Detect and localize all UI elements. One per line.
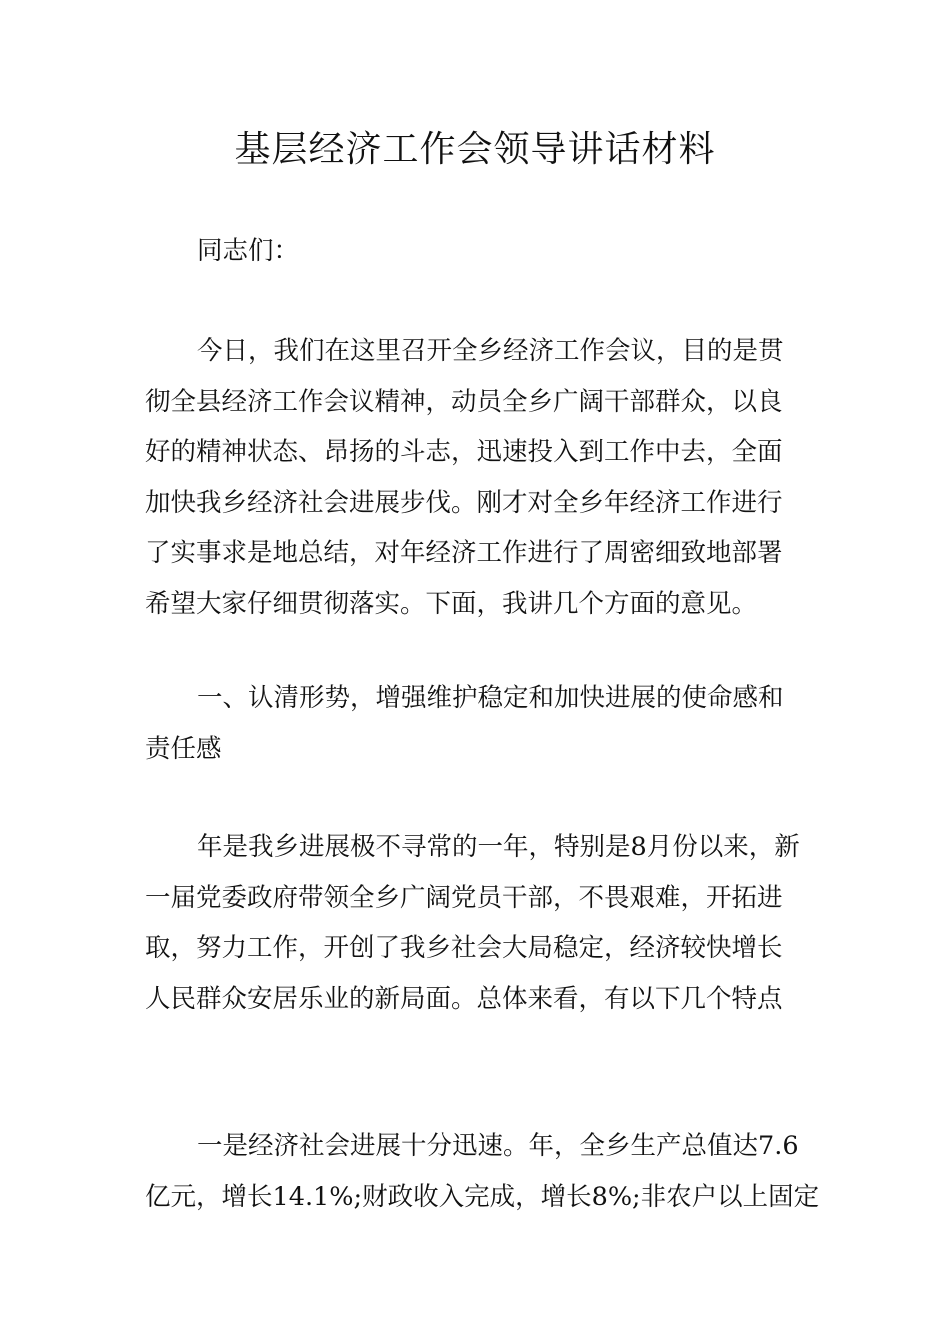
greeting-line: 同志们： (197, 236, 300, 266)
paragraph-line: 一届党委政府带领全乡广阔党员干部，不畏艰难，开拓进 (145, 882, 783, 913)
section-heading-1 (145, 673, 805, 774)
paragraph-line: 希望大家仔细贯彻落实。下面，我讲几个方面的意见。 (145, 588, 758, 619)
paragraph-line: 彻全县经济工作会议精神，动员全乡广阔干部群众，以良 (145, 386, 783, 417)
paragraph-line: 一是经济社会进展十分迅速。年，全乡生产总值达7.6 (197, 1131, 799, 1161)
paragraph-line: 取，努力工作，开创了我乡社会大局稳定，经济较快增长 (145, 933, 783, 963)
paragraph-line: 年是我乡进展极不寻常的一年，特别是8月份以来，新 (197, 832, 800, 862)
greeting (145, 226, 805, 277)
heading-line: 责任感 (145, 733, 222, 764)
document-title: 基层经济工作会领导讲话材料 (234, 129, 716, 170)
paragraph-line: 人民群众安居乐业的新局面。总体来看，有以下几个特点 (145, 983, 783, 1014)
paragraph-intro (145, 326, 805, 629)
paragraph-line: 加快我乡经济社会进展步伐。刚才对全乡年经济工作进行 (145, 487, 783, 518)
paragraph-line: 好的精神状态、昂扬的斗志，迅速投入到工作中去，全面 (145, 437, 783, 467)
paragraph-line: 亿元，增长14.1%;财政收入完成，增长8%;非农户以上固定 (145, 1181, 820, 1212)
paragraph-overview (145, 822, 805, 1024)
paragraph-line: 了实事求是地总结，对年经济工作进行了周密细致地部署 (145, 538, 783, 568)
paragraph-line: 今日，我们在这里召开全乡经济工作会议，目的是贯 (197, 336, 784, 366)
heading-line: 一、认清形势，增强维护稳定和加快进展的使命感和 (197, 683, 784, 713)
paragraph-point-1 (145, 1121, 820, 1222)
